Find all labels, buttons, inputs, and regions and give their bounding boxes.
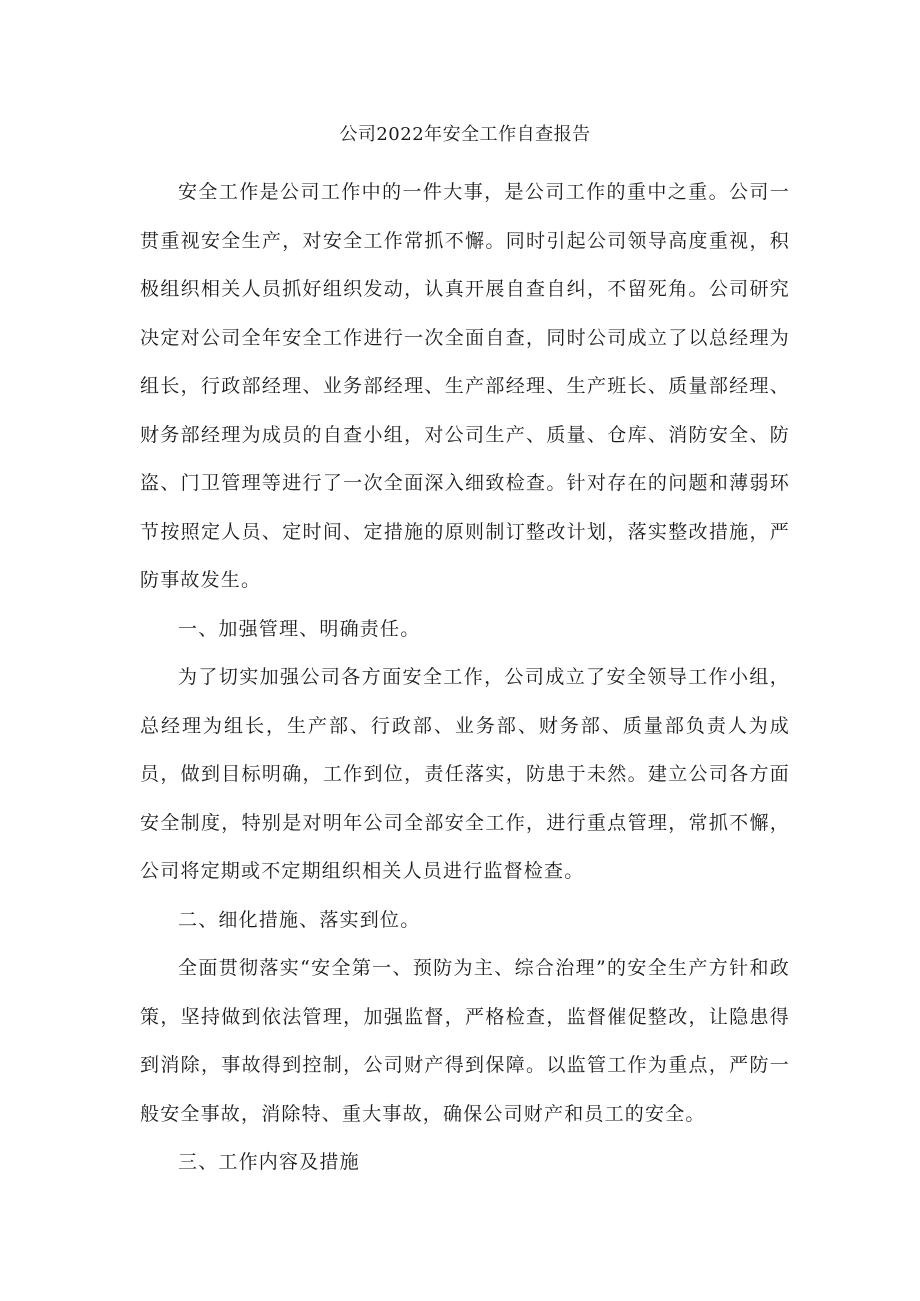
intro-paragraph: 安全工作是公司工作中的一件大事，是公司工作的重中之重。公司一贯重视安全生产，对安全工作常抓不懈。同时引起公司领导高度重视，积极组织相关人员抓好组织发动，认真开展自查自纠，不留死角。公司研究决定对公司全年安全工作进行一次全面自查，同时公司成立了以总经理为组长，行政部经理、业务部经理、生产部经理、生产班长、质量部经理、财务部经理为成员的自查小组，对公司生产、质量、仓库、消防安全、防盗、门卫管理等进行了一次全面深入细致检查。针对存在的问题和薄弱环节按照定人员、定时间、定措施的原则制订整改计划，落实整改措施，严防事故发生。: [140, 181, 790, 591]
section-3-heading: 三、工作内容及措施: [178, 1151, 360, 1173]
document-body: [140, 118, 790, 1187]
document-title: 公司2022年安全工作自查报告: [339, 124, 591, 145]
section-1-heading: 一、加强管理、明确责任。: [178, 617, 421, 640]
section-2-paragraph: 全面贯彻落实“安全第一、预防为主、综合治理”的安全生产方针和政策，坚持做到依法管理，加强监督，严格检查，监督催促整改，让隐患得到消除，事故得到控制，公司财产得到保障。以监管工作为重点，严防一般安全事故，消除特、重大事故，确保公司财产和员工的安全。: [140, 957, 790, 1125]
section-1-paragraph: 为了切实加强公司各方面安全工作，公司成立了安全领导工作小组，总经理为组长，生产部、行政部、业务部、财务部、质量部负责人为成员，做到目标明确，工作到位，责任落实，防患于未然。建立公司各方面安全制度，特别是对明年公司全部安全工作，进行重点管理，常抓不懈，公司将定期或不定期组织相关人员进行监督检查。: [140, 666, 790, 882]
section-2-heading: 二、细化措施、落实到位。: [178, 908, 421, 931]
